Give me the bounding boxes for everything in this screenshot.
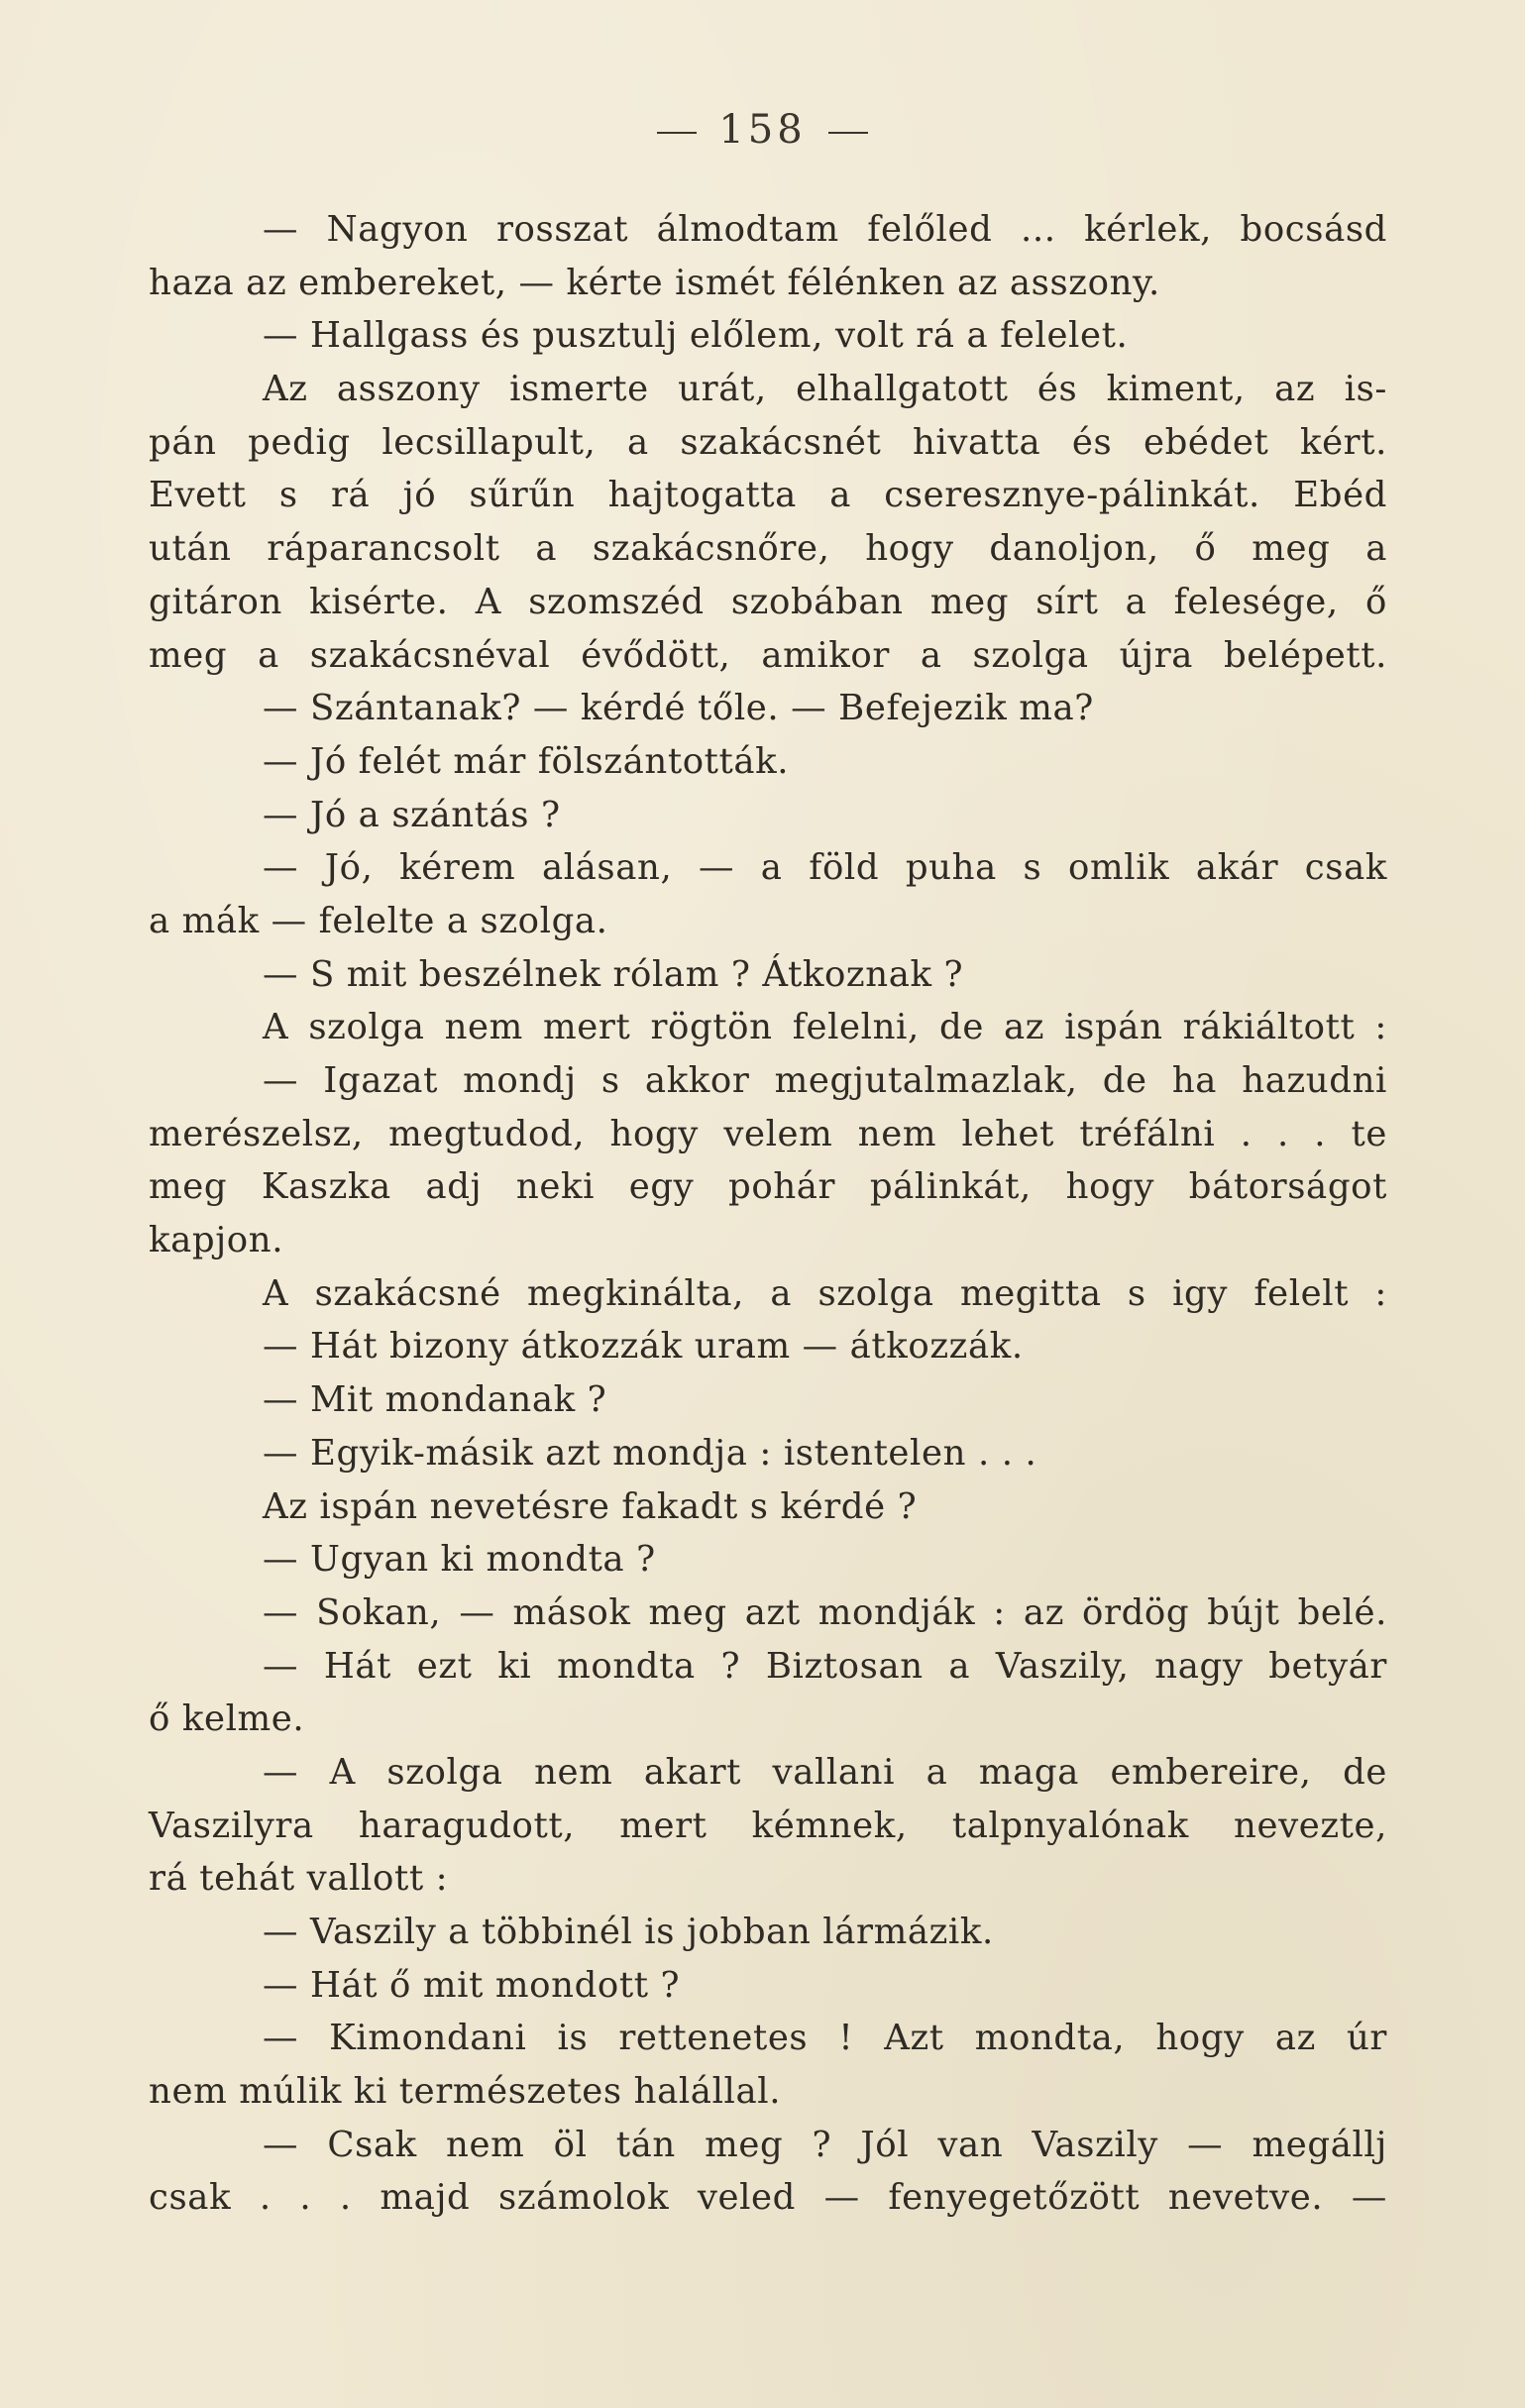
text-line: — Szántanak? — kérdé tőle. — Befejezik ma? — [263, 688, 1094, 729]
text-line: A szolga nem mert rögtön felelni, de az ispán rákiáltott : — [263, 1007, 1387, 1048]
text-line: haza az embereket, — kérte ismét félénken az asszony. — [149, 262, 1160, 303]
text-line: — Hát ezt ki mondta ? Biztosan a Vaszily, nagy betyár — [263, 1645, 1387, 1687]
page-number: 158 — [718, 107, 807, 153]
text-line: — Hát bizony átkozzák uram — átkozzák. — [263, 1326, 1024, 1368]
header-right-dash — [828, 132, 868, 134]
text-line: — Vaszily a többinél is jobban lármázik. — [263, 1912, 994, 1952]
text-line: a mák — felelte a szolga. — [149, 900, 608, 941]
text-line: — S mit beszélnek rólam ? Átkoznak ? — [263, 953, 964, 995]
text-line: meg a szakácsnéval évődött, amikor a szolga újra belépett. — [149, 634, 1387, 676]
text-line: merészelsz, megtudod, hogy velem nem lehet tréfálni . . . te — [149, 1113, 1387, 1154]
text-line: — Jó felét már fölszántották. — [263, 740, 790, 782]
text-line: ő kelme. — [149, 1698, 305, 1740]
header-left-dash — [657, 132, 697, 134]
text-line: — Sokan, — mások meg azt mondják : az ördög bújt belé. — [263, 1591, 1387, 1633]
text-line: gitáron kisérte. A szomszéd szobában meg sírt a felesége, ő — [149, 581, 1387, 622]
text-line: — Kimondani is rettenetes ! Azt mondta, hogy az úr — [263, 2018, 1387, 2059]
page-header — [0, 107, 1525, 153]
page-body-text — [149, 203, 1387, 2225]
text-line: — Egyik-másik azt mondja : istentelen . . . — [263, 1432, 1037, 1474]
text-line: — Hallgass és pusztulj előlem, volt rá a felelet. — [263, 315, 1129, 357]
text-line: — Mit mondanak ? — [263, 1379, 607, 1421]
text-line: kapjon. — [149, 1220, 284, 1261]
text-line: nem múlik ki természetes halállal. — [149, 2071, 782, 2113]
text-line: — Csak nem öl tán meg ? Jól van Vaszily — megállj — [263, 2124, 1387, 2165]
text-line: pán pedig lecsillapult, a szakácsnét hivatta és ebédet kért. — [149, 421, 1387, 463]
text-line: csak . . . majd számolok veled — fenyegetőzött nevetve. — — [149, 2177, 1387, 2219]
text-line: Az ispán nevetésre fakadt s kérdé ? — [263, 1485, 918, 1527]
text-line: rá tehát vallott : — [149, 1858, 449, 1900]
text-line: után ráparancsolt a szakácsnőre, hogy danoljon, ő meg a — [149, 528, 1387, 570]
text-line: Az asszony ismerte urát, elhallgatott és kiment, az is- — [263, 369, 1387, 410]
text-line: — Jó, kérem alásan, — a föld puha s omlik akár csak — [263, 847, 1387, 889]
text-line: meg Kaszka adj neki egy pohár pálinkát, hogy bátorságot — [149, 1166, 1387, 1208]
text-line: — Nagyon rosszat álmodtam felőled ... kérlek, bocsásd — [263, 209, 1387, 250]
text-line: — A szolga nem akart vallani a maga embereire, de — [263, 1751, 1387, 1793]
text-line: — Igazat mondj s akkor megjutalmazlak, de ha hazudni — [263, 1060, 1387, 1101]
text-line: — Jó a szántás ? — [263, 794, 561, 835]
text-line: Vaszilyra haragudott, mert kémnek, talpnyalónak nevezte, — [149, 1805, 1387, 1846]
text-line: A szakácsné megkinálta, a szolga megitta s igy felelt : — [263, 1272, 1387, 1314]
text-line: — Hát ő mit mondott ? — [263, 1964, 681, 2006]
text-line: — Ugyan ki mondta ? — [263, 1539, 656, 1581]
text-line: Evett s rá jó sűrűn hajtogatta a cseresznye-pálinkát. Ebéd — [149, 475, 1387, 516]
